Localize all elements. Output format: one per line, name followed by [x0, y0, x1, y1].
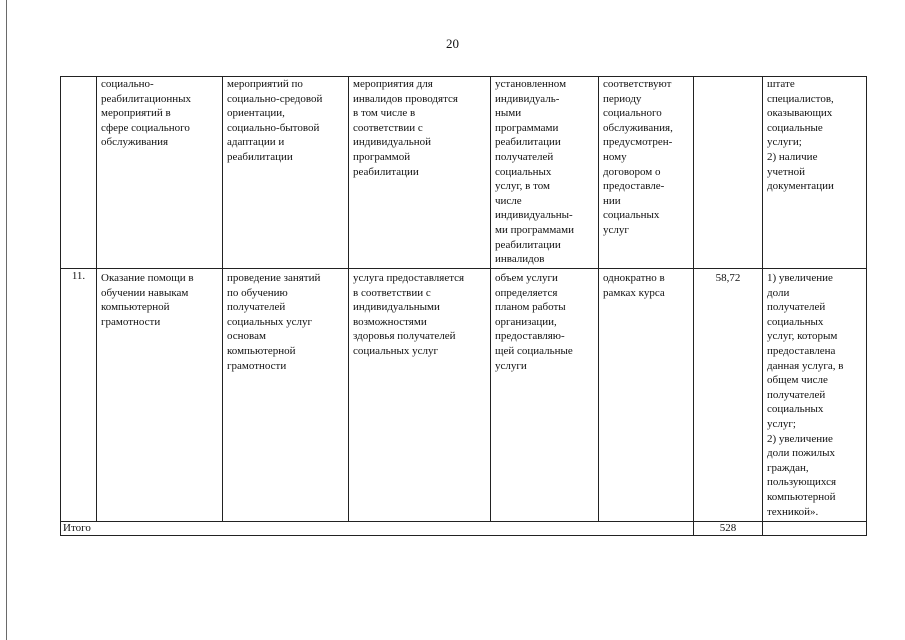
services-table [60, 76, 867, 536]
cell-service-value [694, 77, 763, 269]
cell-service-volume: объем услуги определяется планом работы организации, предоставляю- щей социальные услуги [491, 269, 599, 522]
cell-service-name: социально- реабилитационных мероприятий в сфере социального обслуживания [97, 77, 223, 269]
cell-service-description: мероприятий по социально-средовой ориентации, социально-бытовой адаптации и реабилитации [223, 77, 349, 269]
cell-service-conditions: мероприятия для инвалидов проводятся в том числе в соответствии с индивидуальной программой реабилитации [349, 77, 491, 269]
cell-quality-indicators: штате специалистов, оказывающих социальные услуги; 2) наличие учетной документации [763, 77, 867, 269]
total-label: Итого [61, 522, 694, 536]
table-row-11 [61, 269, 867, 522]
left-margin-line [6, 0, 7, 640]
cell-service-term: однократно в рамках курса [599, 269, 694, 522]
total-empty-cell [763, 522, 867, 536]
cell-service-volume: установленном индивидуаль- ными программами реабилитации получателей социальных услуг, в том числе индивидуальны- ми программами реабилитации инвалидов [491, 77, 599, 269]
total-value: 528 [694, 522, 763, 536]
cell-service-term: соответствуют периоду социального обслуживания, предусмотрен- ному договором о предоставле- нии социальных услуг [599, 77, 694, 269]
cell-service-description: проведение занятий по обучению получателей социальных услуг основам компьютерной грамотности [223, 269, 349, 522]
table-row-total [61, 522, 867, 536]
cell-service-value: 58,72 [694, 269, 763, 522]
cell-quality-indicators: 1) увеличение доли получателей социальных услуг, которым предоставлена данная услуга, в общем числе получателей социальных услуг; 2) увеличение доли пожилых граждан, пользующихся компьютерной техникой». [763, 269, 867, 522]
page-number: 20 [446, 36, 459, 51]
cell-number [61, 77, 97, 269]
cell-service-conditions: услуга предоставляется в соответствии с индивидуальными возможностями здоровья получателей социальных услуг [349, 269, 491, 522]
cell-service-name: Оказание помощи в обучении навыкам компьютерной грамотности [97, 269, 223, 522]
table-row-continued [61, 77, 867, 269]
cell-number: 11. [61, 269, 97, 522]
